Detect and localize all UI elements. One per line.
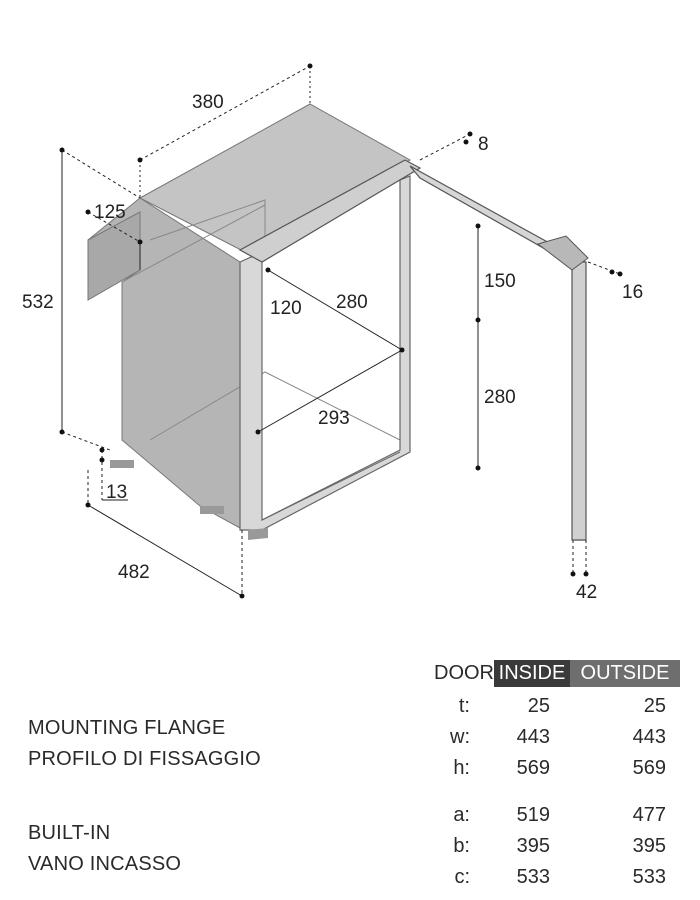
dim-125: 125	[94, 202, 126, 223]
header-outside: OUTSIDE	[570, 660, 680, 687]
row-inside: 519	[516, 804, 550, 826]
dim-13: 13	[106, 482, 128, 503]
open-door	[410, 166, 585, 540]
table-row	[430, 831, 680, 862]
dim-16: 16	[622, 282, 644, 303]
foot-left	[110, 460, 134, 468]
row-inside: 25	[527, 695, 550, 717]
mounting-flange-label	[28, 713, 261, 775]
table-row	[430, 800, 680, 831]
spec-table-header	[430, 660, 680, 687]
dim-150: 150	[484, 271, 516, 292]
row-inside: 395	[516, 835, 550, 857]
table-row	[430, 862, 680, 893]
dim-482: 482	[118, 562, 150, 583]
row-outside: 477	[632, 804, 666, 826]
door-panel	[572, 262, 586, 540]
cabinet-body	[88, 104, 588, 540]
mounting-flange-it: PROFILO DI FISSAGGIO	[28, 748, 261, 770]
foot-front-right	[248, 528, 268, 540]
dim-380: 380	[192, 92, 224, 113]
row-inside: 569	[516, 757, 550, 779]
row-key: a:	[453, 804, 470, 826]
header-door: DOOR	[434, 662, 494, 684]
dim-293: 293	[318, 408, 350, 429]
row-outside: 533	[632, 866, 666, 888]
built-in-it: VANO INCASSO	[28, 853, 182, 875]
table-row	[430, 722, 680, 753]
dim-42: 42	[576, 582, 598, 603]
row-outside: 443	[632, 726, 666, 748]
row-outside: 569	[632, 757, 666, 779]
dim-8: 8	[478, 134, 489, 155]
row-key: b:	[453, 835, 470, 857]
row-key: t:	[458, 695, 470, 717]
mounting-flange-en: MOUNTING FLANGE	[28, 717, 226, 739]
dim-280-depth: 280	[336, 292, 368, 313]
table-row	[430, 753, 680, 784]
dim-532: 532	[22, 292, 54, 313]
row-outside: 25	[643, 695, 666, 717]
dim-280-height: 280	[484, 387, 516, 408]
spec-table	[430, 660, 680, 893]
header-inside: INSIDE	[494, 660, 570, 687]
row-key: h:	[453, 757, 470, 779]
dim-120: 120	[270, 298, 302, 319]
row-outside: 395	[632, 835, 666, 857]
row-key: w:	[450, 726, 470, 748]
row-inside: 533	[516, 866, 550, 888]
row-inside: 443	[516, 726, 550, 748]
row-key: c:	[454, 866, 470, 888]
built-in-en: BUILT-IN	[28, 822, 111, 844]
built-in-label	[28, 818, 181, 880]
foot-front	[200, 506, 224, 514]
table-row	[430, 691, 680, 722]
